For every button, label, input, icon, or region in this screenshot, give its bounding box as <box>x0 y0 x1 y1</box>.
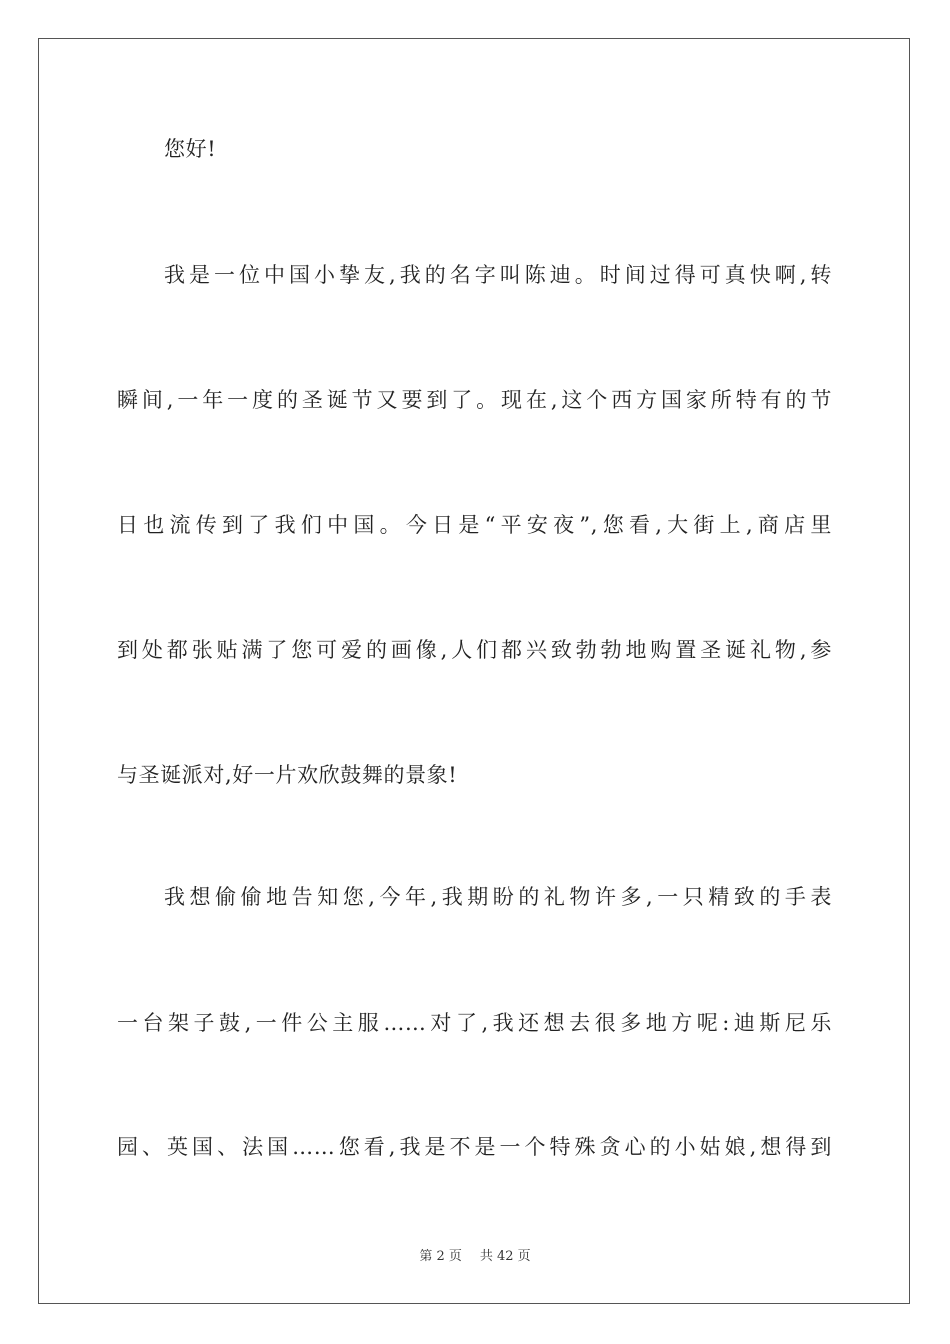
greeting-line: 您好! <box>164 137 217 161</box>
paragraph-1-line-2: 瞬间,一年一度的圣诞节又要到了。现在,这个西方国家所特有的节 <box>117 388 832 412</box>
paragraph-2-line-3: 园、英国、法国……您看,我是不是一个特殊贪心的小姑娘,想得到 <box>117 1135 832 1159</box>
paragraph-2-line-2: 一台架子鼓,一件公主服……对了,我还想去很多地方呢:迪斯尼乐 <box>117 1011 832 1035</box>
paragraph-1-line-1: 我是一位中国小挚友,我的名字叫陈迪。时间过得可真快啊,转 <box>164 263 832 287</box>
paragraph-2-line-1: 我想偷偷地告知您,今年,我期盼的礼物许多,一只精致的手表 <box>164 885 832 909</box>
page-number: 第 2 页 <box>419 1249 462 1264</box>
paragraph-1-line-4: 到处都张贴满了您可爱的画像,人们都兴致勃勃地购置圣诞礼物,参 <box>117 638 832 662</box>
page-total: 共 42 页 <box>479 1249 531 1264</box>
paragraph-1-line-3: 日也流传到了我们中国。今日是“平安夜”,您看,大街上,商店里 <box>117 513 832 537</box>
paragraph-1-line-5: 与圣诞派对,好一片欢欣鼓舞的景象! <box>117 763 458 787</box>
page-footer <box>0 1249 950 1265</box>
page-border <box>38 38 910 1304</box>
